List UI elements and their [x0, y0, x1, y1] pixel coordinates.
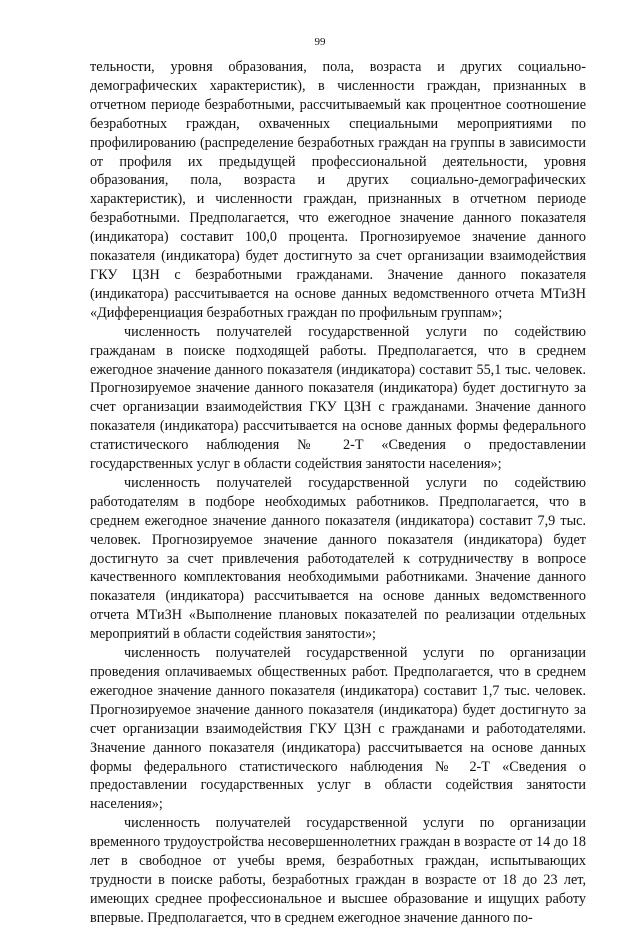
paragraph-job-search-assistance: численность получателей государственной услуги по содействию гражданам в поиске подходящей работы. Предполагается, что в среднем ежегодное значение данного показателя (индикатора) составит 55,1 тыс. человек. Прогнозируемое значение данного показателя (индикатора) будет достигнуто за счет организации взаимодействия ГКУ ЦЗН с гражданами. Значение данного показателя (индикатора) рассчитывается на основе данных формы федерального статистического наблюдения № 2-Т «Сведения о предоставлении государственных услуг в области содействия занятости населения»;	[90, 323, 586, 473]
body-text	[90, 58, 586, 928]
paragraph-continuation: тельности, уровня образования, пола, возраста и других социально-демографических характеристик), в численности граждан, признанных в отчетном периоде безработными, рассчитываемый как процентное соотношение безработных граждан, охваченных специальными мероприятиями по профилированию (распределение безработных граждан на группы в зависимости от профиля их предыдущей профессиональной деятельности, уровня образования, пола, возраста и других социально-демографических характеристик), и численности граждан, признанных в отчетном периоде безработными. Предполагается, что ежегодное значение данного показателя (индикатора) составит 100,0 процента. Прогнозируемое значение данного показателя (индикатора) будет достигнуто за счет организации взаимодействия ГКУ ЦЗН с безработными гражданами. Значение данного показателя (индикатора) рассчитывается на основе данных ведомственного отчета МТиЗН «Дифференциация безработных граждан по профильным группам»;	[90, 59, 586, 321]
page-number: 99	[314, 36, 326, 48]
paragraph-temporary-employment: численность получателей государственной услуги по организации временного трудоустройства несовершеннолетних граждан в возрасте от 14 до 18 лет в свободное от учебы время, безработных граждан, испытывающих трудности в поиске работы, безработных граждан в возрасте от 18 до 23 лет, имеющих среднее профессиональное и высшее образование и ищущих работу впервые. Предполагается, что в среднем ежегодное значение данного по-	[90, 815, 586, 926]
paragraph-employer-assistance: численность получателей государственной услуги по содействию работодателям в подборе необходимых работников. Предполагается, что в среднем ежегодное значение данного показателя (индикатора) составит 7,9 тыс. человек. Прогнозируемое значение данного показателя (индикатора) будет достигнуто за счет привлечения работодателей к сотрудничеству в вопросе качественного комплектования необходимыми работниками. Значение данного показателя (индикатора) рассчитывается на основе данных ведомственного отчета МТиЗН «Выполнение плановых показателей по реализации отдельных мероприятий в области содействия занятости»;	[90, 474, 586, 643]
paragraph-public-works: численность получателей государственной услуги по организации проведения оплачиваемых общественных работ. Предполагается, что в среднем ежегодное значение данного показателя (индикатора) составит 1,7 тыс. человек. Прогнозируемое значение данного показателя (индикатора) будет достигнуто за счет организации взаимодействия ГКУ ЦЗН с гражданами и работодателями. Значение данного показателя (индикатора) рассчитывается на основе данных формы федерального статистического наблюдения № 2-Т «Сведения о предоставлении государственных услуг в области содействия занятости населения»;	[90, 645, 586, 813]
